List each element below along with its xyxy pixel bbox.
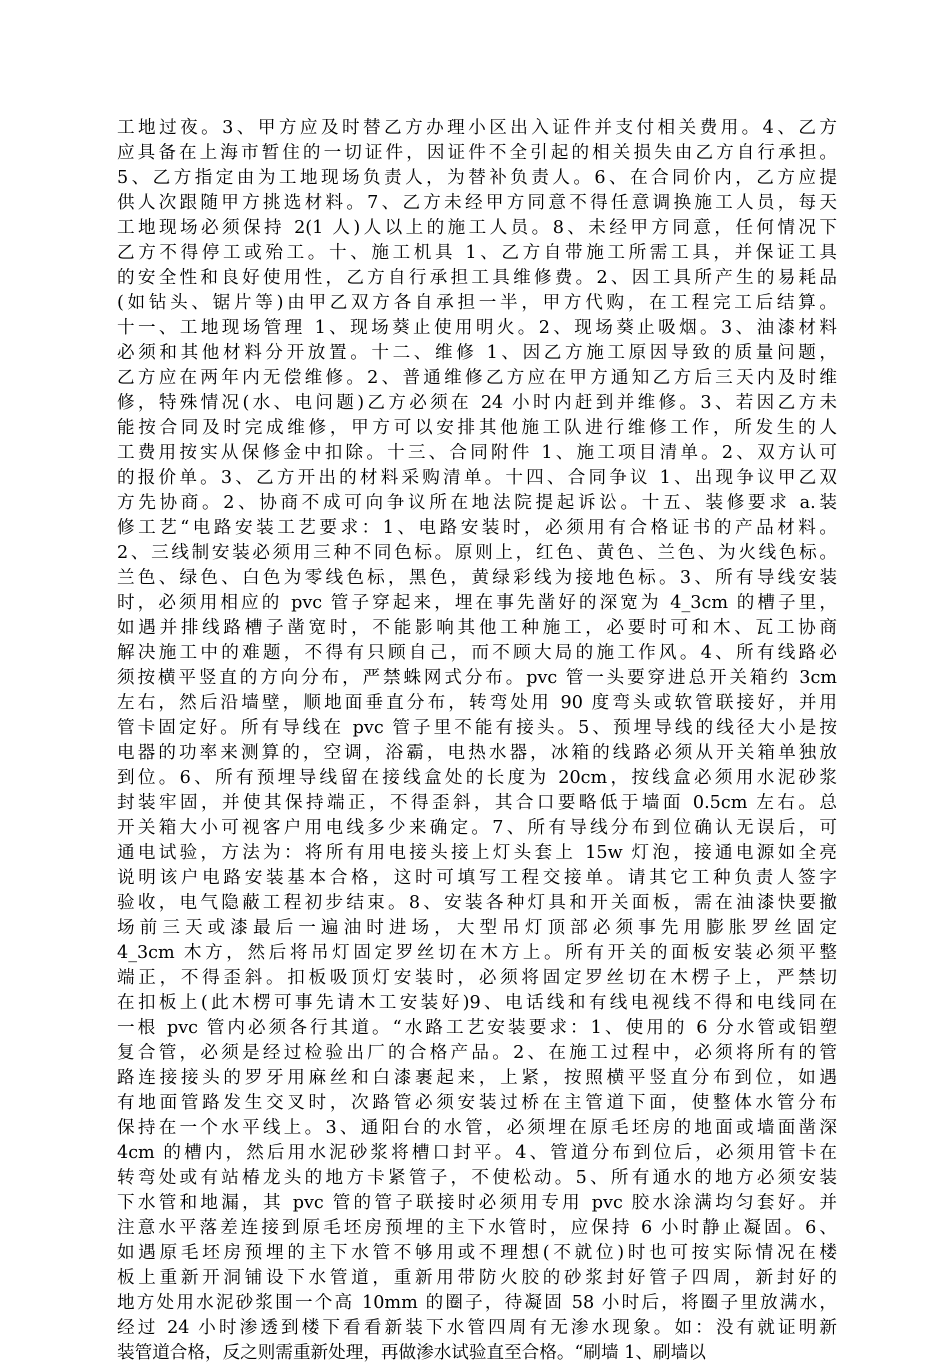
text-line-37: 一根 pvc 管内必须各行其道。“水路工艺安装要求：1、使用的 6 分水管或铝塑 [117,1018,837,1038]
text-line-13: 能按合同及时完成维修，甲方可以安排其他施工队进行维修工作，所发生的人 [117,418,837,438]
text-line-29: 开关箱大小可视客户用电线多少来确定。7、所有导线分布到位确认无误后，可 [117,818,837,838]
text-line-16: 方先协商。2、协商不成可向争议所在地法院提起诉讼。十五、装修要求 a.装 [117,493,837,513]
text-line-19: 兰色、绿色、白色为零线色标，黑色，黄绿彩线为接地色标。3、所有导线安装 [117,568,837,588]
text-line-38: 复合管，必须是经过检验出厂的合格产品。2、在施工过程中，必须将所有的管 [117,1043,837,1063]
text-line-25: 管卡固定好。所有导线在 pvc 管子里不能有接头。5、预埋导线的线径大小是按 [117,718,837,738]
text-line-27: 到位。6、所有预埋导线留在接线盒处的长度为 20cm，按线盒必须用水泥砂浆 [117,768,837,788]
text-line-40: 有地面管路发生交叉时，次路管必须安装过桥在主管道下面，使整体水管分布 [117,1093,837,1113]
text-line-6: 乙方不得停工或殆工。十、施工机具 1、乙方自带施工所需工具，并保证工具 [117,243,837,263]
text-line-15: 的报价单。3、乙方开出的材料采购清单。十四、合同争议 1、出现争议甲乙双 [117,468,837,488]
text-line-28: 封装牢固，并使其保持端正，不得歪斜，其合口要略低于墙面 0.5cm 左右。总 [117,793,837,813]
text-line-41: 保持在一个水平线上。3、通阳台的水管，必须埋在原毛坯房的地面或墙面凿深 [117,1118,837,1138]
text-line-12: 修，特殊情况(水、电问题)乙方必须在 24 小时内赶到并维修。3、若因乙方未 [117,393,837,413]
text-line-5: 工地现场必须保持 2(1 人)人以上的施工人员。8、未经甲方同意，任何情况下 [117,218,837,238]
text-line-4: 供人次跟随甲方挑选材料。7、乙方未经甲方同意不得任意调换施工人员，每天 [117,193,837,213]
text-line-39: 路连接接头的罗牙用麻丝和白漆裹起来，上紧，按照横平竖直分布到位，如遇 [117,1068,837,1088]
text-line-45: 注意水平落差连接到原毛坯房预埋的主下水管时，应保持 6 小时静止凝固。6、 [117,1218,837,1238]
text-line-36: 在扣板上(此木楞可事先请木工安装好)9、电话线和有线电视线不得和电线同在 [117,993,837,1013]
text-line-10: 必须和其他材料分开放置。十二、维修 1、因乙方施工原因导致的质量问题， [117,343,837,363]
text-line-44: 下水管和地漏，其 pvc 管的管子联接时必须用专用 pvc 胶水涂满均匀套好。并 [117,1193,837,1213]
text-line-8: (如钻头、锯片等)由甲乙双方各自承担一半，甲方代购，在工程完工后结算。 [117,293,837,313]
text-line-22: 解决施工中的难题，不得有只顾自己，而不顾大局的施工作风。4、所有线路必 [117,643,837,663]
text-line-9: 十一、工地现场管理 1、现场葵止使用明火。2、现场葵止吸烟。3、油漆材料 [117,318,837,338]
document-page [117,116,837,1366]
text-line-11: 乙方应在两年内无偿维修。2、普通维修乙方应在甲方通知乙方后三天内及时维 [117,368,837,388]
text-line-7: 的安全性和良好使用性，乙方自行承担工具维修费。2、因工具所产生的易耗品 [117,268,837,288]
text-line-47: 板上重新开洞铺设下水管道，重新用带防火胶的砂浆封好管子四周，新封好的 [117,1268,837,1288]
text-line-42: 4cm 的槽内，然后用水泥砂浆将槽口封平。4、管道分布到位后，必须用管卡在 [117,1143,837,1163]
text-line-2: 应具备在上海市暂住的一切证件，因证件不全引起的相关损失由乙方自行承担。 [117,143,837,163]
text-line-49: 经过 24 小时渗透到楼下看看新装下水管四周有无渗水现象。如：没有就证明新 [117,1318,837,1338]
text-line-33: 场前三天或漆最后一遍油时进场，大型吊灯顶部必须事先用膨胀罗丝固定 [117,918,837,938]
text-line-31: 说明该户电路安装基本合格，这时可填写工程交接单。请其它工种负责人签字 [117,868,837,888]
text-line-50: 装管道合格，反之则需重新处理，再做渗水试验直至合格。“刷墙 1、刷墙以 [117,1343,706,1363]
text-line-20: 时，必须用相应的 pvc 管子穿起来，埋在事先凿好的深宽为 4_3cm 的槽子里， [117,593,837,613]
text-line-30: 通电试验，方法为：将所有用电接头接上灯头套上 15w 灯泡，接通电源如全亮 [117,843,837,863]
text-line-26: 电器的功率来测算的，空调，浴霸，电热水器，冰箱的线路必须从开关箱单独放 [117,743,837,763]
text-line-43: 转弯处或有站椿龙头的地方卡紧管子，不使松动。5、所有通水的地方必须安装 [117,1168,837,1188]
text-line-48: 地方处用水泥砂浆围一个高 10mm 的圈子，待凝固 58 小时后，将圈子里放满水， [117,1293,837,1313]
text-line-23: 须按横平竖直的方向分布，严禁蛛网式分布。pvc 管一头要穿进总开关箱约 3cm [117,668,837,688]
text-line-32: 验收，电气隐蔽工程初步结束。8、安装各种灯具和开关面板，需在油漆快要撤 [117,893,837,913]
text-line-35: 端正，不得歪斜。扣板吸顶灯安装时，必须将固定罗丝切在木楞子上，严禁切 [117,968,837,988]
text-line-18: 2、三线制安装必须用三种不同色标。原则上，红色、黄色、兰色、为火线色标。 [117,543,837,563]
text-line-17: 修工艺“电路安装工艺要求：1、电路安装时，必须用有合格证书的产品材料。 [117,518,837,538]
text-line-24: 左右，然后沿墙壁，顺地面垂直分布，转弯处用 90 度弯头或软管联接好，并用 [117,693,837,713]
text-line-46: 如遇原毛坯房预埋的主下水管不够用或不理想(不就位)时也可按实际情况在楼 [117,1243,837,1263]
text-line-34: 4_3cm 木方，然后将吊灯固定罗丝切在木方上。所有开关的面板安装必须平整 [117,943,837,963]
text-line-14: 工费用按实从保修金中扣除。十三、合同附件 1、施工项目清单。2、双方认可 [117,443,837,463]
text-line-21: 如遇并排线路槽子凿宽时，不能影响其他工种施工，必要时可和木、瓦工协商 [117,618,837,638]
text-line-1: 工地过夜。3、甲方应及时替乙方办理小区出入证件并支付相关费用。4、乙方 [117,118,837,138]
text-line-3: 5、乙方指定由为工地现场负责人，为替补负责人。6、在合同价内，乙方应提 [117,168,837,188]
